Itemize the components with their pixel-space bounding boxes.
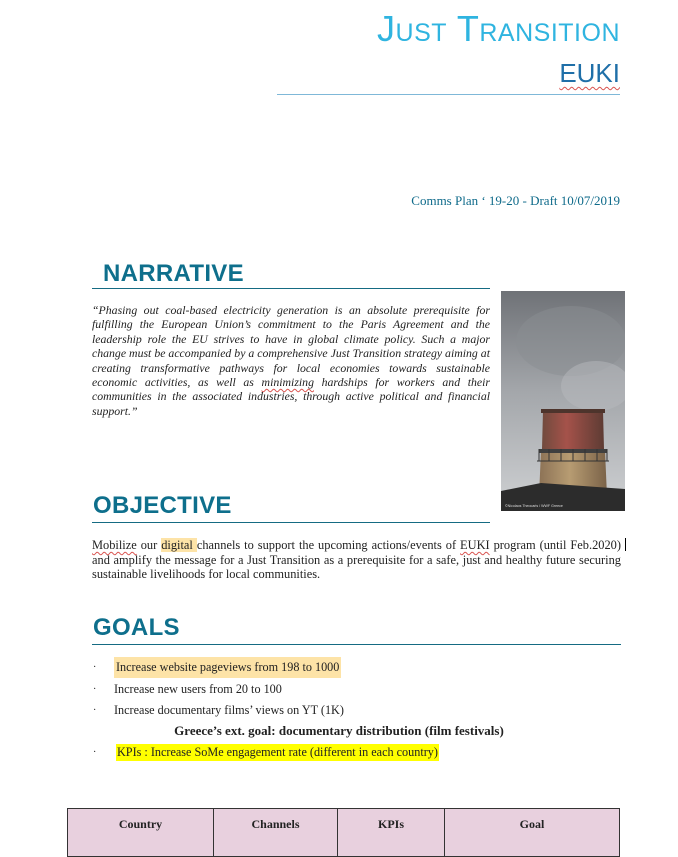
table-header-goal: Goal [445, 809, 620, 857]
objective-word-mobilize: Mobilize [92, 538, 137, 552]
text-cursor [625, 538, 626, 551]
objective-word-our: our [136, 538, 162, 552]
objective-divider [92, 522, 490, 523]
goal-item [93, 680, 282, 699]
goal-item-text: Increase website pageviews from 198 to 1000 [114, 657, 341, 678]
title-divider [277, 94, 620, 95]
bullet-icon: · [93, 662, 97, 673]
objective-text-mid: channels to support the upcoming actions/events of [196, 538, 461, 552]
greece-ext-goal: Greece’s ext. goal: documentary distribution (film festivals) [174, 723, 504, 738]
table-header-channels: Channels [214, 809, 338, 857]
objective-paragraph [92, 538, 621, 582]
goal-item [93, 701, 344, 720]
objective-word-euki: EUKI [460, 538, 490, 552]
subtitle-text: EUKI [559, 58, 620, 88]
chimney-photo [501, 291, 625, 511]
narrative-divider [92, 288, 490, 289]
objective-highlight-digital: digital [161, 538, 197, 552]
narrative-quote-part1: “Phasing out coal-based electricity generation is an absolute prerequisite for fulfilling the European Union’s commitment to the Paris Agreement and the leadership role the EU strives to have in global climate policy. Such a major change must be accompanied by a comprehensive Just Transition strategy aiming at creating transformative pathways for local economies towards sustainable economic activities, as well as [92, 303, 490, 390]
bullet-icon: · [93, 705, 97, 716]
kpi-goal-text: KPIs : Increase SoMe engagement rate (different in each country) [117, 745, 438, 759]
narrative-quote [92, 303, 490, 418]
narrative-quote-misspelled: minimizing [261, 375, 314, 390]
goal-item-text: Increase documentary films’ views on YT (1K) [114, 703, 344, 717]
table-header-kpis: KPIs [338, 809, 445, 857]
objective-heading: OBJECTIVE [93, 492, 232, 519]
document-title: Just Transition [377, 8, 620, 49]
bullet-icon: · [93, 747, 97, 758]
goals-heading: GOALS [93, 614, 180, 641]
goal-item [93, 657, 341, 678]
kpi-goal-item [93, 744, 439, 761]
objective-text-end: program (until Feb.2020) and amplify the message for a Just Transition as a prerequisite for a safe, just and healthy future securing sustainable livelihoods for local communities. [92, 538, 621, 582]
photo-credit: ©Nicolaos Theocaris / WWF Greece [505, 504, 563, 508]
narrative-quote-part2: hardships for workers and their communities in the associated industries, through active political and financial support.” [92, 375, 491, 418]
bullet-icon: · [93, 684, 97, 695]
narrative-heading: NARRATIVE [103, 260, 244, 287]
document-subtitle [559, 58, 620, 89]
table-header-row [68, 809, 620, 857]
table-header-country: Country [68, 809, 214, 857]
goals-divider [92, 644, 621, 645]
goal-item-text: Increase new users from 20 to 100 [114, 682, 282, 696]
comms-plan-line: Comms Plan ‘ 19-20 - Draft 10/07/2019 [411, 193, 620, 208]
kpi-table [67, 808, 620, 857]
